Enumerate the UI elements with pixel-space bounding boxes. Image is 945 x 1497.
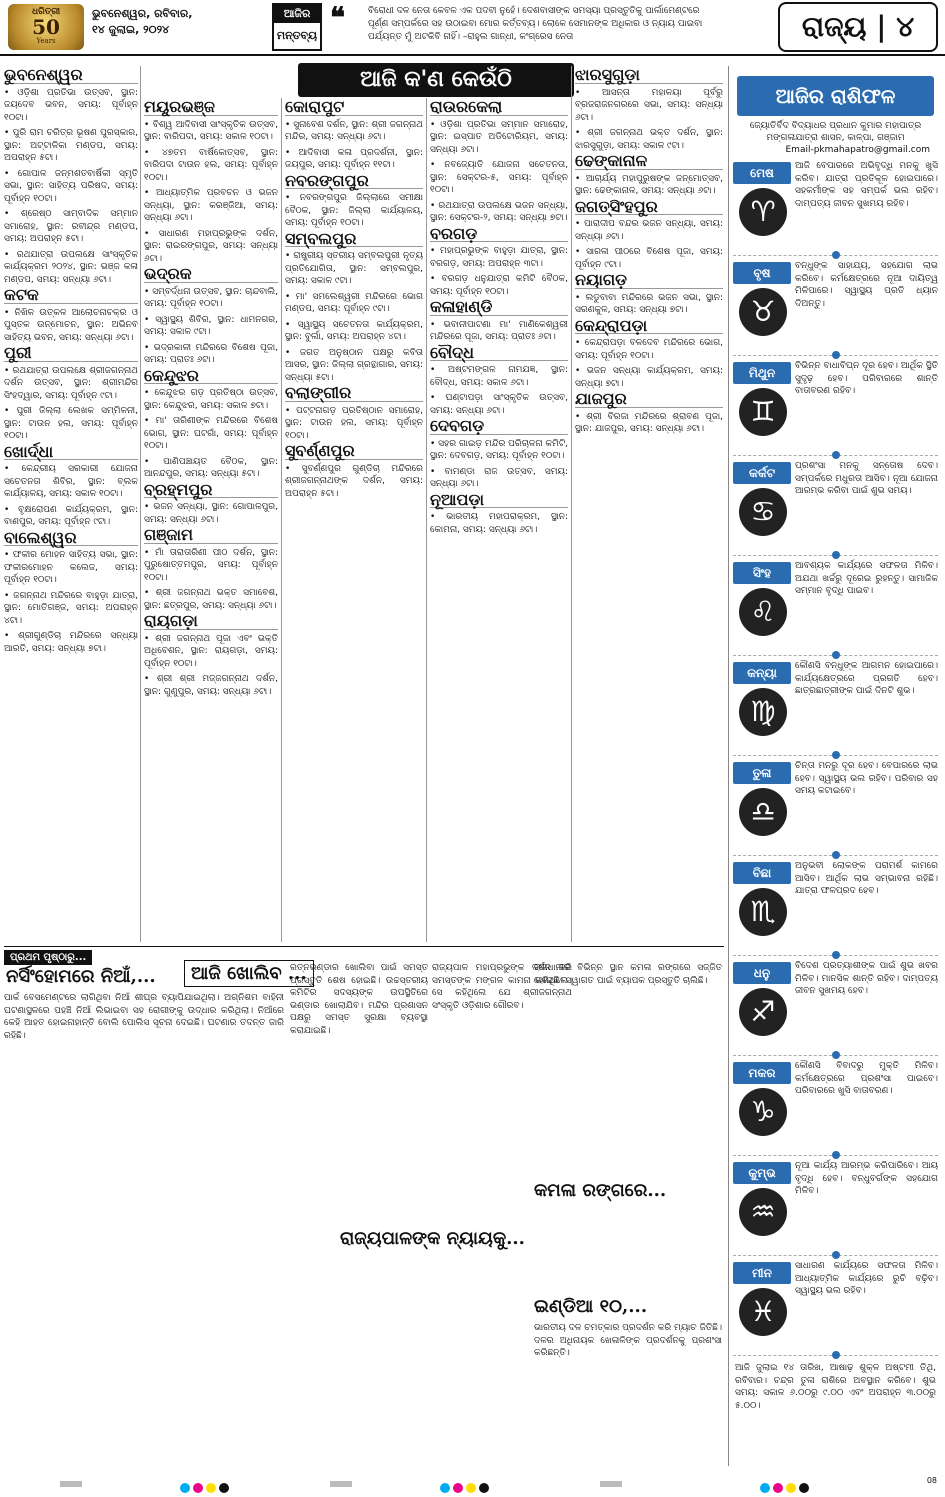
events-column-1 (4, 66, 138, 942)
sign-name: କୁମ୍ଭ (733, 1162, 791, 1184)
zodiac-icon: ♋ (739, 488, 787, 536)
sign-prediction: ଆଜି ବେପାରରେ ଅଭିବୃଦ୍ଧି ମନକୁ ଖୁସି କରିବ। ଯାତ୍ରା ପ୍ରତିକୂଳ ହୋଇପାରେ। ସହକର୍ମୀଙ୍କ ସହ ସମ୍ପର୍କ ଭଲ ରହିବ। ଦାମ୍ପତ୍ୟ ଜୀବନ ସୁଖମୟ ରହିବ। (795, 161, 938, 209)
event-item: • ସମ୍ବର୍ଦ୍ଧନା ଉତ୍ସବ, ସ୍ଥାନ: ଚାନ୍ଦବାଲି, ସମୟ: ପୂର୍ବାହ୍ନ ୧୦ଟା। (144, 286, 278, 309)
event-item: • ଗୋପାଳ ଜନ୍ମଶତବାର୍ଷିକୀ ସ୍ମୃତି ସଭା, ସ୍ଥାନ: ସାହିତ୍ୟ ପରିଷଦ, ସମୟ: ପୂର୍ବାହ୍ନ ୧୦ଟା। (4, 168, 138, 204)
registration-dots (180, 1478, 232, 1488)
district-heading: ନୟାଗଡ଼ (575, 274, 723, 289)
district-heading: କଳାହାଣ୍ଡି (430, 301, 568, 316)
event-item: • ସୁନାବେଶ ଦର୍ଶନ, ସ୍ଥାନ: ଶ୍ରୀ ଜଗନ୍ନାଥ ମନ୍ଦିର, ସମୟ: ସନ୍ଧ୍ୟା ୬ଟା। (285, 119, 423, 142)
article-body-opening: ରତ୍ନଭଣ୍ଡାର ଖୋଲିବା ପାଇଁ ସମସ୍ତ ପ୍ରସ୍ତୁତି ଶେଷ ହୋଇଛି। ଉଚ୍ଚସ୍ତରୀୟ କମିଟିର ସଦସ୍ୟଙ୍କ ଉପସ୍ଥିତିରେ ଭଣ୍ଡାର ଖୋଲାଯିବ। ମନ୍ଦିର ପ୍ରଶାସନ ପକ୍ଷରୁ ସମସ୍ତ ସୁରକ୍ଷା ବ୍ୟବସ୍ଥା କରାଯାଇଛି। (290, 963, 428, 1036)
district-heading: କେନ୍ଦ୍ରାପଡ଼ା (575, 320, 723, 335)
district-heading: ଦେବଗଡ଼ (430, 420, 568, 435)
event-item: • ଶ୍ରେଷ୍ଠ ସାମ୍ବାଦିକ ସମ୍ମାନ ସମାରୋହ, ସ୍ଥାନ: ରବୀନ୍ଦ୍ର ମଣ୍ଡପ, ସମୟ: ଅପରାହ୍ନ ୫ଟା। (4, 209, 138, 244)
zodiac-icon: ♊ (739, 388, 787, 436)
zodiac-icon: ♍ (739, 688, 787, 736)
district-heading: ଯାଜପୁର (575, 393, 723, 408)
event-item: • ଶ୍ରୀ ବିରଜା ମନ୍ଦିରରେ ଶ୍ରାବଣ ପୂଜା, ସ୍ଥାନ: ଯାଜପୁର, ସମୟ: ସନ୍ଧ୍ୟା ୬ଟା। (575, 411, 723, 434)
event-item: • ସ୍ୱାସ୍ଥ୍ୟ ଶିବିର, ସ୍ଥାନ: ଧାମନଗର, ସମୟ: ସକାଳ ୯ଟା। (144, 314, 278, 337)
district-heading: ରାୟଗଡ଼ା (144, 615, 278, 630)
district-heading: କେନ୍ଦୁଝର (144, 370, 278, 385)
horoscope-footnote: ଆଜି ଜୁଲାଇ ୧୪ ତାରିଖ, ଆଷାଢ଼ ଶୁକ୍ଳ ଅଷ୍ଟମୀ ତିଥି, ରବିବାର। ଚନ୍ଦ୍ର ତୁଳା ରାଶିରେ ଅବସ୍ଥାନ କରିବେ। ଶୁଭ ସମୟ: ସକାଳ ୬.୦୦ରୁ ୯.୦୦ ଏବଂ ଅପରାହ୍ନ ୩.୦୦ରୁ ୫.୦୦। (735, 1363, 936, 1411)
sign-prediction: କୌଣସି ବନ୍ଧୁଙ୍କ ଆଗମନ ହୋଇପାରେ। କାର୍ଯ୍ୟକ୍ଷେତ୍ରରେ ପ୍ରଗତି ହେବ। ଛାତ୍ରଛାତ୍ରୀଙ୍କ ପାଇଁ ଦିନଟି ଶୁଭ। (795, 661, 938, 696)
sign-prediction: ସାଧାରଣ କାର୍ଯ୍ୟରେ ସଫଳତା ମିଳିବ। ଆଧ୍ୟାତ୍ମିକ କାର୍ଯ୍ୟରେ ରୁଚି ବଢ଼ିବ। ସ୍ୱାସ୍ଥ୍ୟ ଭଲ ରହିବ। (795, 1261, 938, 1296)
district-heading: ବୌଦ୍ଧ (430, 347, 568, 362)
event-item: • ପୁରି ରାମ ଚରିତ୍ର ଭୂଷଣ ପୁରସ୍କାର, ସ୍ଥାନ: ଅଟ୍ଟାଳିକା ମଣ୍ଡପ, ସମୟ: ଅପରାହ୍ନ ୫ଟା। (4, 128, 138, 163)
astrologer-info: ଜ୍ୟୋତିର୍ବିଦ ବିଦ୍ୟାଧର ପ୍ରଧାନ କୁମାର ମହାପାତ୍ର ମଙ୍ଗଳାଯାତ୍ରା ଶାସନ, କାଳ୍ପା, ଗଞ୍ଜାମ Email-pkmahapatro@gmail.com (729, 120, 942, 156)
sign-prediction: ବନ୍ଧୁଙ୍କ ସାହାଯ୍ୟ, ସହଯୋଗ ଲାଭ କରିବେ। କର୍ମକ୍ଷେତ୍ରରେ ନୂଆ ଦାୟିତ୍ୱ ମିଳିପାରେ। ସ୍ୱାସ୍ଥ୍ୟ ପ୍ରତି ଧ୍ୟାନ ଦିଅନ୍ତୁ। (795, 261, 938, 309)
separator-dot (832, 351, 840, 359)
event-item: • ଘଣ୍ଟାପଡ଼ା ସାଂସ୍କୃତିକ ଉତ୍ସବ, ସମୟ: ସନ୍ଧ୍ୟା ୬ଟା। (430, 393, 568, 416)
article-body-fire: ପାର୍କ ବେସମେଣ୍ଟରେ ଲାଗିଥିବା ନିଆଁ ଶୀଘ୍ର ବ୍ୟାପିଯାଇଥିଲା। ଅଗ୍ନିଶମ ବାହିନୀ ଘଟଣାସ୍ଥଳରେ ପହଞ୍ଚି ନିଆଁ ଲିଭାଇବା ସହ ରୋଗୀଙ୍କୁ ଉଦ୍ଧାର କରିଥିଲା। ନିଆଁରେ କେହି ଆହତ ହୋଇନାହାନ୍ତି ବୋଲି ପୋଲିସ ସୂଚନା ଦେଇଛି। ଘଟଣାର ତଦନ୍ତ ଜାରି ରହିଛି। (4, 993, 284, 1041)
horoscope-sign (733, 1060, 938, 1156)
dateline (92, 6, 252, 38)
sign-prediction: ବିଦେଶ ପ୍ରତ୍ୟାଶୀଙ୍କ ପାଇଁ ଶୁଭ ଖବର ମିଳିବ। ମାନସିକ ଶାନ୍ତି ରହିବ। ଦାମ୍ପତ୍ୟ ଜୀବନ ସୁଖମୟ ହେବ। (795, 961, 938, 996)
horoscope-panel (728, 66, 942, 1466)
event-item: • ବରଗଡ଼ ଧନୁଯାତ୍ରା କମିଟି ବୈଠକ, ସମୟ: ପୂର୍ବାହ୍ନ ୧୦ଟା। (430, 274, 568, 297)
horoscope-list (729, 160, 942, 1356)
event-item: • ଜଗନ୍ନାଥ ମନ୍ଦିରରେ ବାହୁଡ଼ା ଯାତ୍ରା, ସ୍ଥାନ: ମୋତିଗଞ୍ଜ, ସମୟ: ଅପରାହ୍ନ ୪ଟା। (4, 590, 138, 626)
sign-prediction: ଆବଶ୍ୟକ କାର୍ଯ୍ୟରେ ସଫଳତା ମିଳିବ। ଅଯଥା ଖର୍ଚ୍ଚରୁ ଦୂରେଇ ରୁହନ୍ତୁ। ସାମାଜିକ ସମ୍ମାନ ବୃଦ୍ଧି ପାଇବ। (795, 561, 938, 596)
separator-dot (832, 751, 840, 759)
article-body-saffron: ରାଜଧାନୀର ବିଭିନ୍ନ ସ୍ଥାନ କମଳା ରଙ୍ଗରେ ସଜ୍ଜିତ ହୋଇଛି। ସ୍ୱାଗତ ପାଇଁ ବ୍ୟାପକ ପ୍ରସ୍ତୁତି ଚାଲିଛି। (534, 963, 722, 986)
horoscope-sign (733, 860, 938, 956)
horoscope-sign (733, 560, 938, 656)
district-heading: ଖୋର୍ଦ୍ଧା (4, 446, 138, 461)
event-item: • ସୁବର୍ଣ୍ଣପୁର ଗୁଣ୍ଡିଚା ମନ୍ଦିରରେ ଶ୍ରୀଜଗନ୍ନାଥଙ୍କ ଦର୍ଶନ, ସମୟ: ଅପରାହ୍ନ ୫ଟା। (285, 463, 423, 499)
event-item: • ଭଜନ ସନ୍ଧ୍ୟା କାର୍ଯ୍ୟକ୍ରମ, ସମୟ: ସନ୍ଧ୍ୟା ୭ଟା। (575, 366, 723, 389)
event-item: • ନିଖିଳ ଉତ୍କଳ ଆଲୋଚନାଚକ୍ର ଓ ପୁସ୍ତକ ଉନ୍ମୋଚନ, ସ୍ଥାନ: ଅଭିନବ ସାହିତ୍ୟ ଭବନ, ସମୟ: ସନ୍ଧ୍ୟା ୬ଟା। (4, 307, 138, 343)
event-item: • ଓଡ଼ିଶା ପ୍ରତିଭା ସମ୍ମାନ ସମାରୋହ, ସ୍ଥାନ: ଇସ୍ପାତ ଅଡିଟୋରିୟମ, ସମୟ: ସନ୍ଧ୍ୟା ୬ଟା। (430, 119, 568, 155)
horoscope-sign (733, 360, 938, 456)
events-column-5 (575, 66, 723, 942)
horoscope-sign (733, 260, 938, 356)
event-item: • ଆସନ୍ତା ମହାଳୟା ପୂର୍ବରୁ ବ୍ରଜରାଜନଗରରେ ସଭା, ସମୟ: ସନ୍ଧ୍ୟା ୬ଟା। (575, 87, 723, 123)
section-title: ରାଜ୍ୟ | ୪ (778, 2, 938, 52)
print-footer (0, 1468, 945, 1497)
event-item: • ଓଡ଼ିଶା ପ୍ରତିଭା ଉତ୍ସବ, ସ୍ଥାନ: ଜୟଦେବ ଭବନ, ସମୟ: ପୂର୍ବାହ୍ନ ୧୦ଟା। (4, 87, 138, 123)
article-headline-fire: ନର୍ସିଂହୋମରେ ନିଆଁ,... (6, 966, 156, 987)
event-item: • ଅଷ୍ଟମଙ୍ଗଳ ନାମଯଜ୍ଞ, ସ୍ଥାନ: ବୌଦ୍ଧ, ସମୟ: ସକାଳ ୬ଟା। (430, 365, 568, 388)
quote-mark-icon: ❝ (330, 1, 346, 34)
event-item: • ୪୭ତମ ବାର୍ଷିକୋତ୍ସବ, ସ୍ଥାନ: ବାରିପଦା ଟାଉନ ହଲ, ସମୟ: ପୂର୍ବାହ୍ନ ୧୦ଟା। (144, 147, 278, 183)
separator-dot (832, 1151, 840, 1159)
event-item: • ଭଜନ ସନ୍ଧ୍ୟା, ସ୍ଥାନ: ଗୋପାଳପୁର, ସମୟ: ସନ୍ଧ୍ୟା ୬ଟା। (144, 502, 278, 525)
event-item: • ଆଦିବାସୀ କଳା ପ୍ରଦର୍ଶନୀ, ସ୍ଥାନ: ଜୟପୁର, ସମୟ: ପୂର୍ବାହ୍ନ ୧୧ଟା। (285, 147, 423, 170)
article-body-india: ଭାରତୀୟ ଦଳ ଚମତ୍କାର ପ୍ରଦର୍ଶନ କରି ମ୍ୟାଚ ଜିତିଛି। ଦଳର ଅଧିନାୟକ ଖେଳାଳିଙ୍କ ପ୍ରଦର୍ଶନକୁ ପ୍ରଶଂସା କରିଛନ୍ତି। (534, 1323, 722, 1358)
event-item: • ମା' ସମଲେଶ୍ୱରୀ ମନ୍ଦିରରେ ଭୋଗ ମଣ୍ଡପ, ସମୟ: ପୂର୍ବାହ୍ନ ୯ଟା। (285, 291, 423, 314)
district-heading: ସମ୍ବଲପୁର (285, 233, 423, 248)
event-item: • ସ୍ୱାସ୍ଥ୍ୟ ସଚେତନତା କାର୍ଯ୍ୟକ୍ରମ, ସ୍ଥାନ: ବୁର୍ଲା, ସମୟ: ଅପରାହ୍ନ ୪ଟା। (285, 319, 423, 342)
separator-dot (832, 1251, 840, 1259)
sign-name: ବିଛା (733, 862, 791, 884)
event-item: • କେନ୍ଦ୍ରୀୟ ସରକାରୀ ଯୋଜନା ସଚେତନତା ଶିବିର, ସ୍ଥାନ: ବ୍ଲକ କାର୍ଯ୍ୟାଳୟ, ସମୟ: ସକାଳ ୧୦ଟା। (4, 464, 138, 499)
event-item: • ପାଣିପଞ୍ଚାୟତ ବୈଠକ, ସ୍ଥାନ: ଆନନ୍ଦପୁର, ସମୟ: ସନ୍ଧ୍ୟା ୫ଟା। (144, 456, 278, 479)
event-item: • ମାଁ ତାରାତାରିଣୀ ପୀଠ ଦର୍ଶନ, ସ୍ଥାନ: ପୁରୁଷୋତ୍ତମପୁର, ସମୟ: ପୂର୍ବାହ୍ନ ୧୦ଟା। (144, 547, 278, 583)
district-heading: ନବରଙ୍ଗପୁର (285, 175, 423, 190)
horoscope-sign (733, 960, 938, 1056)
district-heading: ପୁରୀ (4, 347, 138, 362)
sign-name: ମିଥୁନ (733, 362, 791, 384)
event-item: • ମହାପ୍ରଭୁଙ୍କ ବାହୁଡ଼ା ଯାତ୍ରା, ସ୍ଥାନ: ବରଗଡ଼, ସମୟ: ଅପରାହ୍ନ ୩ଟା। (430, 246, 568, 269)
astrologer-email: Email-pkmahapatro@gmail.com (785, 145, 930, 155)
sign-name: ମେଷ (733, 162, 791, 184)
district-heading: ନୂଆପଡ଼ା (430, 494, 568, 509)
zodiac-icon: ♓ (739, 1288, 787, 1336)
registration-dots-center (440, 1478, 492, 1488)
event-item: • ଲଡୁବାବା ମନ୍ଦିରରେ ଭଜନ ସଭା, ସ୍ଥାନ: ସରଣକୁଳ, ସମୟ: ସନ୍ଧ୍ୟା ୭ଟା। (575, 292, 723, 315)
event-item: • ନବରଙ୍ଗପୁର ଜିଲ୍ଲାରେ ସମୀକ୍ଷା ବୈଠକ, ସ୍ଥାନ: ଜିଲ୍ଲା କାର୍ଯ୍ୟାଳୟ, ସମୟ: ପୂର୍ବାହ୍ନ ୧୦ଟା। (285, 193, 423, 228)
event-item: • ଜଗତ ଅନୁଷ୍ଠାନ ପକ୍ଷରୁ କବିତା ଆସର, ସ୍ଥାନ: ଜିଲ୍ଲା ଗ୍ରନ୍ଥାଗାର, ସମୟ: ସନ୍ଧ୍ୟା ୫ଟା। (285, 347, 423, 383)
separator-dot (832, 251, 840, 259)
zodiac-icon: ♏ (739, 888, 787, 936)
page-header (0, 0, 945, 56)
district-heading: କଟକ (4, 289, 138, 304)
events-banner: ଆଜି କ'ଣ କେଉଁଠି (298, 63, 574, 97)
issue-date: ୧୪ ଜୁଲାଇ, ୨୦୨୪ (92, 23, 170, 36)
city-day: ଭୁବନେଶ୍ୱର, ରବିବାର, (92, 7, 193, 20)
district-heading: ଜଗତ୍‌ସିଂହପୁର (575, 201, 723, 216)
zodiac-icon: ♑ (739, 1088, 787, 1136)
sign-name: ବୃଷ (733, 262, 791, 284)
sign-name: ସିଂହ (733, 562, 791, 584)
zodiac-icon: ♉ (739, 288, 787, 336)
event-item: • ରାଷ୍ଟ୍ରୀୟ ସ୍ତରୀୟ ସମ୍ବଲପୁରୀ ନୃତ୍ୟ ପ୍ରତିଯୋଗିତା, ସ୍ଥାନ: ସମ୍ବଲପୁର, ସମୟ: ସକାଳ ୯ଟା। (285, 251, 423, 286)
horoscope-sign (733, 1260, 938, 1356)
zodiac-icon: ♌ (739, 588, 787, 636)
event-item: • ଶ୍ରୀ ଜଗନ୍ନାଥ ପୂଜା ଏବଂ ଭକ୍ତି ଅଧିବେଶନ, ସ୍ଥାନ: ରାୟଗଡ଼ା, ସମୟ: ପୂର୍ବାହ୍ନ ୧୦ଟା। (144, 633, 278, 669)
page-code: 08 (926, 1476, 937, 1485)
newspaper-logo: ଧରିତ୍ରୀ 50 Years (8, 4, 84, 50)
district-heading: ବାଲେଶ୍ୱର (4, 532, 138, 547)
events-column-3 (285, 98, 423, 942)
sign-prediction: ଅନୁଭବୀ ଲୋକଙ୍କ ପରାମର୍ଶ କାମରେ ଆସିବ। ଆର୍ଥିକ ଲାଭ ସମ୍ଭାବନା ରହିଛି। ଯାତ୍ରା ଫଳପ୍ରଦ ହେବ। (795, 861, 938, 896)
separator-dot (832, 451, 840, 459)
event-item: • ବୃକ୍ଷରୋପଣ କାର୍ଯ୍ୟକ୍ରମ, ସ୍ଥାନ: ବାଣପୁର, ସମୟ: ପୂର୍ବାହ୍ନ ୯ଟା। (4, 504, 138, 527)
page-number: ୪ (896, 10, 915, 43)
event-item: • ଭାରତୀୟ ମହାପରାକ୍ରମ, ସ୍ଥାନ: କୋମନା, ସମୟ: ସନ୍ଧ୍ୟା ୬ଟା। (430, 512, 568, 535)
quote-text: ବିରୋଧୀ ଦଳ ନେତା କେବଳ ଏକ ପଦବୀ ନୁହେଁ। ଦେଶବାସୀଙ୍କ ସମସ୍ୟା ପ୍ରସ୍ତୁତିକୁ ପାର୍ଲାମେଣ୍ଟରେ ପୂର୍ଣ୍ଣ ସମ୍ପର୍କରେ ସହ ଉଠାଇବା ମୋର କର୍ତ୍ତବ୍ୟ। ଲୋକେ ସେମାନଙ୍କ ଅଧିକାର ଓ ନ୍ୟାୟ ପାଇବା ପର୍ଯ୍ୟନ୍ତ ମୁଁ ଅଟକିବି ନାହିଁ। –ରାହୁଲ ଗାନ୍ଧୀ, କଂଗ୍ରେସ ନେତା (368, 6, 703, 42)
sign-prediction: କୌଣସି ବିବାଦରୁ ମୁକ୍ତି ମିଳିବ। କର୍ମକ୍ଷେତ୍ରରେ ପ୍ରଶଂସା ପାଇବେ। ପରିବାରରେ ଖୁସି ବାତାବରଣ। (795, 1061, 938, 1096)
event-item: • ପଟ୍ଟନାଗଡ଼ ପ୍ରତିଷ୍ଠାନ ସମାରୋହ, ସ୍ଥାନ: ଟାଉନ ହଲ, ସମୟ: ପୂର୍ବାହ୍ନ ୧୦ଟା। (285, 405, 423, 441)
continue-label: ପ୍ରଥମ ପୃଷ୍ଠାରୁ... (4, 950, 92, 965)
separator-dot (832, 851, 840, 859)
district-heading: କୋରାପୁଟ (285, 101, 423, 116)
horoscope-title: ଆଜିର ରାଶିଫଳ (737, 76, 934, 116)
separator-dot (832, 951, 840, 959)
event-item: • ଶ୍ରୀ ଶ୍ରୀ ମଜ୍ଜଗନ୍ନାଥ ଦର୍ଶନ, ସ୍ଥାନ: ଗୁଣୁପୁର, ସମୟ: ସନ୍ଧ୍ୟା ୬ଟା। (144, 674, 278, 697)
separator-dot (832, 1351, 840, 1359)
zodiac-icon: ♐ (739, 988, 787, 1036)
district-heading: ବ୍ରହ୍ମପୁର (144, 484, 278, 499)
horoscope-sign (733, 460, 938, 556)
event-item: • ଭବାନୀପାଟଣା ମା' ମାଣିକେଶ୍ୱରୀ ମନ୍ଦିରରେ ପୂଜା, ସମୟ: ପ୍ରାତଃ ୬ଟା। (430, 319, 568, 342)
district-heading: ଝାରସୁଗୁଡ଼ା (575, 69, 723, 84)
event-item: • ଶ୍ରୀଗୁଣ୍ଡିଚା ମନ୍ଦିରରେ ସନ୍ଧ୍ୟା ଆରତି, ସମୟ: ସନ୍ଧ୍ୟା ୭ଟା। (4, 631, 138, 654)
event-item: • ବାମଣ୍ଡା ରାଜ ଉତ୍ସବ, ସମୟ: ସନ୍ଧ୍ୟା ୬ଟା। (430, 466, 568, 489)
separator-dot (832, 651, 840, 659)
event-item: • ନବଜ୍ୟୋତି ଯୋଜନା ସଚେତନତା, ସ୍ଥାନ: ସେକ୍ଟର-୫, ସମୟ: ପୂର୍ବାହ୍ନ ୧୦ଟା। (430, 160, 568, 195)
event-item: • ମା' ତାରିଣୀଙ୍କ ମନ୍ଦିରରେ ବିଶେଷ ଭୋଗ, ସ୍ଥାନ: ଘଟଗାଁ, ସମୟ: ପୂର୍ବାହ୍ନ ୧୦ଟା। (144, 416, 278, 451)
event-item: • ଶ୍ରୀ ଜଗନ୍ନାଥ ଭକ୍ତ ଦର୍ଶନ, ସ୍ଥାନ: ଝାରସୁଗୁଡ଼ା, ସମୟ: ସକାଳ ୯ଟା। (575, 128, 723, 151)
sign-name: କର୍କଟ (733, 462, 791, 484)
sign-name: ମକର (733, 1062, 791, 1084)
horoscope-sign (733, 160, 938, 256)
event-item: • ଫକୀର ମୋହନ ସାହିତ୍ୟ ସଭା, ସ୍ଥାନ: ଫକୀରମୋହନ କଲେଜ, ସମୟ: ପୂର୍ବାହ୍ନ ୧୦ଟା। (4, 550, 138, 585)
event-item: • ସାଧାରଣ ମହାପ୍ରଭୁଙ୍କ ଦର୍ଶନ, ସ୍ଥାନ: ରାଇରଙ୍ଗପୁର, ସମୟ: ସନ୍ଧ୍ୟା ୬ଟା। (144, 228, 278, 264)
district-heading: ବଲାଙ୍ଗୀର (285, 387, 423, 402)
horoscope-sign (733, 660, 938, 756)
event-item: • ରଥଯାତ୍ରା ଉପଲକ୍ଷେ ସାଂସ୍କୃତିକ କାର୍ଯ୍ୟକ୍ରମ ୨୦୨୪, ସ୍ଥାନ: ଭଞ୍ଜ କଳା ମଣ୍ଡପ, ସମୟ: ସନ୍ଧ୍ୟା ୬ଟା। (4, 249, 138, 285)
horoscope-sign (733, 760, 938, 856)
event-item: • ପାରାଦୀପ ବନ୍ଦର ଭଜନ ସନ୍ଧ୍ୟା, ସମୟ: ସନ୍ଧ୍ୟା ୬ଟା। (575, 219, 723, 242)
event-item: • ଭଦ୍ରକାଳୀ ମନ୍ଦିରରେ ବିଶେଷ ପୂଜା, ସମୟ: ପ୍ରାତଃ ୬ଟା। (144, 342, 278, 365)
article-headline-governor: ରାଜ୍ୟପାଳଙ୍କ ନ୍ୟାୟକୁ... (340, 1228, 525, 1249)
district-heading: ସୁବର୍ଣ୍ଣପୁର (285, 445, 423, 460)
district-heading: ରାଉରକେଲା (430, 101, 568, 116)
event-item: • ଆଧ୍ୟାତ୍ମିକ ପ୍ରବଚନ ଓ ଭଜନ ସନ୍ଧ୍ୟା, ସ୍ଥାନ: କରଞ୍ଜିଆ, ସମୟ: ସନ୍ଧ୍ୟା ୬ଟା। (144, 188, 278, 223)
district-heading: ଭୁବନେଶ୍ୱର (4, 69, 138, 84)
separator-dot (832, 551, 840, 559)
sign-prediction: ପ୍ରଶଂସା ମନକୁ ସନ୍ତୋଷ ଦେବ। ସମ୍ପର୍କରେ ମଧୁରତା ଆସିବ। ନୂଆ ଯୋଜନା ଆରମ୍ଭ କରିବା ପାଇଁ ଶୁଭ ସମୟ। (795, 461, 938, 496)
zodiac-icon: ♎ (739, 788, 787, 836)
district-heading: ଢେଙ୍କାନାଳ (575, 155, 723, 170)
sign-prediction: ବିଭିନ୍ନ ବାଧାବିଘ୍ନ ଦୂର ହେବ। ଆର୍ଥିକ ସ୍ଥିତି ସୁଦୃଢ଼ ହେବ। ପରିବାରରେ ଶାନ୍ତି ବାତାବରଣ ରହିବ। (795, 361, 938, 396)
sign-name: ତୁଳା (733, 762, 791, 784)
event-item: • ସହର ଗାଇଡ଼ ମନ୍ଦିର ପରିଚାଳନା କମିଟି, ସ୍ଥାନ: ଦେବଗଡ଼, ସମୟ: ପୂର୍ବାହ୍ନ ୧୦ଟା। (430, 438, 568, 461)
district-heading: ଗଞ୍ଜାମ (144, 529, 278, 544)
events-column-2 (144, 98, 278, 942)
district-heading: ବରଗଡ଼ (430, 228, 568, 243)
event-item: • କେନ୍ଦୁଝର ଗଡ଼ ପ୍ରତିଷ୍ଠା ଉତ୍ସବ, ସ୍ଥାନ: କେନ୍ଦୁଝର, ସମୟ: ସକାଳ ୭ଟା। (144, 388, 278, 411)
sign-name: ମୀନ (733, 1262, 791, 1284)
event-item: • ବିଶ୍ୱ ଆଦିବାସୀ ସାଂସ୍କୃତିକ ଉତ୍ସବ, ସ୍ଥାନ: ବାରିପଦା, ସମୟ: ସକାଳ ୧୦ଟା। (144, 119, 278, 142)
sign-name: ଧନୁ (733, 962, 791, 984)
event-item: • କେନ୍ଦ୍ରାପଡ଼ା ବଳଦେବ ମନ୍ଦିରରେ ଭୋଗ, ସମୟ: ପୂର୍ବାହ୍ନ ୧୦ଟା। (575, 338, 723, 361)
zodiac-icon: ♒ (739, 1188, 787, 1236)
zodiac-icon: ♈ (739, 188, 787, 236)
quote-label: ଆଜିର ମନ୍ତବ୍ୟ (272, 3, 322, 51)
event-item: • ଆଚାର୍ଯ୍ୟ ମହାପୁରୁଷଙ୍କ ଜନ୍ମୋତ୍ସବ, ସ୍ଥାନ: ଢେଙ୍କାନାଳ, ସମୟ: ସନ୍ଧ୍ୟା ୬ଟା। (575, 173, 723, 196)
article-headline-opening: ଆଜି ଖୋଲିବ ... (184, 960, 314, 987)
article-headline-india: ଇଣ୍ଡିଆ ୧୦,... (534, 1296, 648, 1317)
article-body-governor: ରାଜ୍ୟପାଳ ମହାପ୍ରଭୁଙ୍କ ଦର୍ଶନ କରି ସମସ୍ତଙ୍କ ମଙ୍ଗଳ କାମନା କରିଥିଲେ। ସେ କହିଥିଲେ ଯେ ଶ୍ରୀଜଗନ୍ନାଥ ସଂସ୍କୃତି ଓଡ଼ିଶାର ଗୌରବ। (432, 963, 572, 1011)
sign-prediction: ନୂଆ କାର୍ଯ୍ୟ ଆରମ୍ଭ କରିପାରିବେ। ଆୟ ବୃଦ୍ଧି ହେବ। ବନ୍ଧୁବର୍ଗଙ୍କ ସହଯୋଗ ମିଳିବ। (795, 1161, 938, 1196)
separator-dot (832, 1051, 840, 1059)
event-item: • ଶ୍ରୀ ଜଗନ୍ନାଥ ଭକ୍ତ ସମାବେଶ, ସ୍ଥାନ: ଛତ୍ରପୁର, ସମୟ: ସନ୍ଧ୍ୟା ୬ଟା। (144, 588, 278, 611)
district-heading: ମୟୂରଭଞ୍ଜ (144, 101, 278, 116)
article-headline-saffron: କମଳା ରଙ୍ଗରେ... (534, 1180, 667, 1201)
registration-dots-right (760, 1478, 812, 1488)
event-item: • ପୁରୀ ଜିଲ୍ଲା ଲେଖକ ସମ୍ମିଳନୀ, ସ୍ଥାନ: ଟାଉନ ହଲ, ସମୟ: ପୂର୍ବାହ୍ନ ୧୦ଟା। (4, 406, 138, 441)
sign-prediction: ଚିନ୍ତା ମନରୁ ଦୂର ହେବ। ବେପାରରେ ଲାଭ ହେବ। ସ୍ୱାସ୍ଥ୍ୟ ଭଲ ରହିବ। ପରିବାର ସହ ସମୟ କଟାଇବେ। (795, 761, 938, 796)
horoscope-sign (733, 1160, 938, 1256)
district-heading: ଭଦ୍ରକ (144, 268, 278, 283)
event-item: • ରଥଯାତ୍ରା ଉପଲକ୍ଷେ ଭଜନ ସନ୍ଧ୍ୟା, ସ୍ଥାନ: ସେକ୍ଟର-୨, ସମୟ: ସନ୍ଧ୍ୟା ୭ଟା। (430, 200, 568, 223)
event-item: • ସାରଳା ପୀଠରେ ବିଶେଷ ପୂଜା, ସମୟ: ପୂର୍ବାହ୍ନ ୯ଟା। (575, 247, 723, 270)
sign-name: କନ୍ୟା (733, 662, 791, 684)
event-item: • ରଥଯାତ୍ରା ଉପଲକ୍ଷେ ଶ୍ରୀଜଗନ୍ନାଥ ଦର୍ଶନ ଉତ୍ସବ, ସ୍ଥାନ: ଶ୍ରୀମନ୍ଦିର ସିଂହଦ୍ୱାର, ସମୟ: ପୂର୍ବାହ୍ନ ୯ଟା। (4, 365, 138, 401)
events-column-4 (430, 98, 568, 942)
